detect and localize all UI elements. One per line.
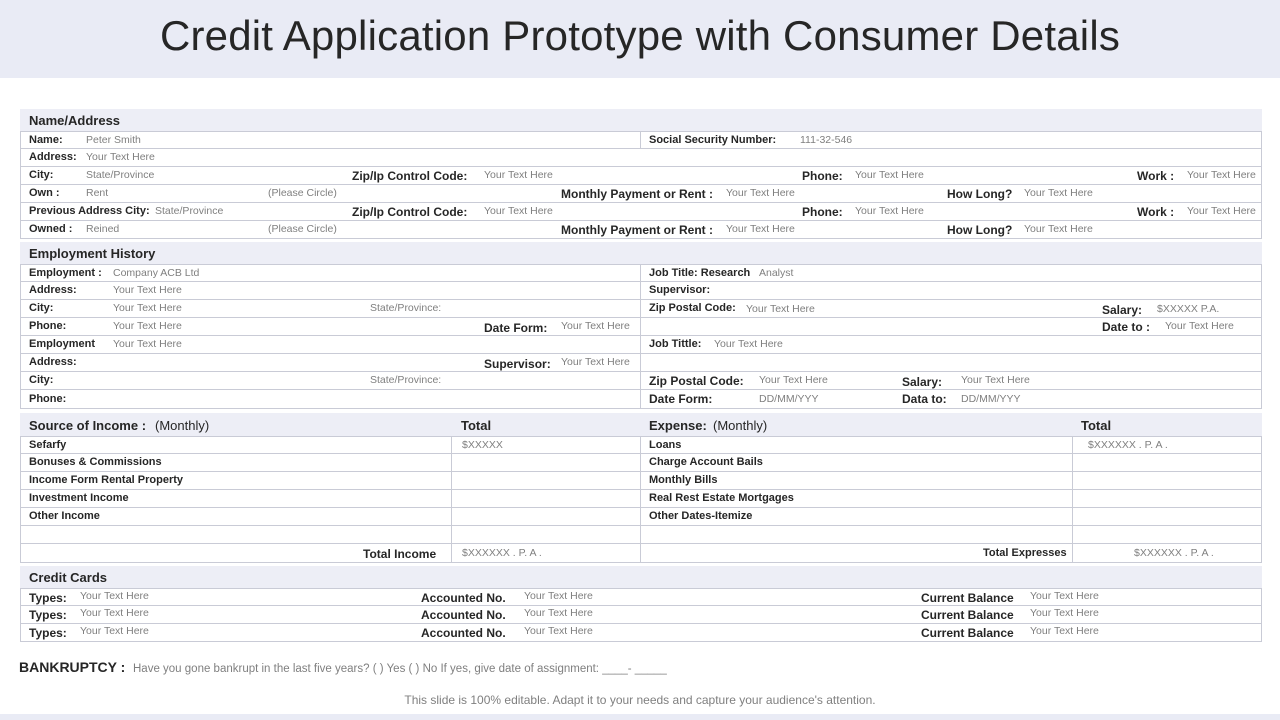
divider: [640, 472, 641, 489]
expense-label: Loans: [649, 439, 682, 451]
previous-zip-field[interactable]: Your Text Here: [484, 205, 553, 217]
divider: [640, 318, 641, 335]
divider: [1072, 454, 1073, 471]
owned-label: Owned :: [29, 223, 73, 235]
work-label: Work :: [1137, 169, 1175, 183]
divider: [640, 390, 641, 408]
expense-total-heading: Total: [1081, 418, 1112, 433]
own-field[interactable]: Rent: [86, 187, 109, 199]
form-row: [20, 336, 1262, 354]
employment-state-field[interactable]: State/Province:: [370, 302, 442, 314]
income-source-label: Bonuses & Commissions: [29, 456, 162, 468]
total-expenses-label: Total Expresses: [983, 547, 1067, 559]
form-row: [20, 264, 1262, 282]
current-balance-field[interactable]: Your Text Here: [1030, 590, 1099, 602]
divider: [640, 490, 641, 507]
totals-row: [20, 544, 1262, 563]
income-total-heading: Total: [461, 418, 492, 433]
salary-label: Salary:: [1102, 303, 1143, 317]
divider: [640, 300, 641, 317]
divider: [451, 454, 452, 471]
divider: [1072, 526, 1073, 543]
card-types-field[interactable]: Your Text Here: [80, 590, 149, 602]
divider: [1072, 490, 1073, 507]
owned-field[interactable]: Reined: [86, 223, 120, 235]
previous-work-label: Work :: [1137, 205, 1175, 219]
section-header-name-address: [20, 109, 1262, 131]
form-row: [20, 167, 1262, 185]
credit-application-form: [20, 109, 1262, 642]
form-row: [20, 149, 1262, 167]
ssn-label: Social Security Number:: [649, 134, 777, 146]
salary-2-field[interactable]: Your Text Here: [961, 374, 1030, 386]
divider: [640, 544, 641, 562]
date-form-2-label: Date Form:: [649, 392, 713, 406]
owned-circle-note: (Please Circle): [268, 223, 337, 235]
previous-how-long-label: How Long?: [947, 223, 1013, 237]
address-label: Address:: [29, 151, 77, 163]
divider: [1072, 544, 1073, 562]
section-header-income-expense: [20, 413, 1262, 436]
supervisor-2-label: Supervisor:: [484, 357, 551, 371]
date-form-field[interactable]: Your Text Here: [561, 320, 630, 332]
previous-zip-label: Zip/Ip Control Code:: [352, 205, 468, 219]
income-expense-row: [20, 508, 1262, 526]
credit-card-row: [20, 588, 1262, 606]
form-row: [20, 300, 1262, 318]
expense-label: Monthly Bills: [649, 474, 718, 486]
income-expense-table: [20, 436, 1262, 544]
date-to-field[interactable]: Your Text Here: [1165, 320, 1234, 332]
name-field[interactable]: Peter Smith: [86, 134, 141, 146]
divider: [451, 437, 452, 453]
ssn-field[interactable]: 111-32-546: [800, 134, 853, 146]
expense-label: Charge Account Bails: [649, 456, 763, 468]
divider: [640, 437, 641, 453]
employment-label: Employment :: [29, 267, 102, 279]
previous-city-field[interactable]: State/Province: [155, 205, 224, 217]
own-label: Own :: [29, 187, 60, 199]
income-source-label: Other Income: [29, 510, 100, 522]
previous-monthly-payment-field[interactable]: Your Text Here: [726, 223, 795, 235]
card-types-label: Types:: [29, 591, 67, 605]
employment-address-field[interactable]: Your Text Here: [113, 284, 182, 296]
credit-card-row: [20, 624, 1262, 642]
job-title-2-label: Job Tittle:: [649, 338, 702, 350]
monthly-payment-label: Monthly Payment or Rent :: [561, 187, 714, 201]
employment-2-field[interactable]: Your Text Here: [113, 338, 182, 350]
section-title: Name/Address: [29, 113, 121, 128]
employment-phone-label: Phone:: [29, 320, 67, 332]
expense-label: Real Rest Estate Mortgages: [649, 492, 794, 504]
expense-heading: Expense:: [649, 418, 707, 433]
divider: [640, 282, 641, 299]
income-heading-sub: (Monthly): [155, 418, 210, 433]
job-title-2-field[interactable]: Your Text Here: [714, 338, 783, 350]
work-field[interactable]: Your Text Here: [1187, 169, 1256, 181]
monthly-payment-field[interactable]: Your Text Here: [726, 187, 795, 199]
income-expense-row: [20, 472, 1262, 490]
employment-address-label: Address:: [29, 284, 77, 296]
divider: [451, 472, 452, 489]
date-to-label: Date to :: [1102, 320, 1150, 334]
form-row: [20, 372, 1262, 390]
form-row: [20, 354, 1262, 372]
form-row: [20, 221, 1262, 239]
divider: [451, 544, 452, 562]
zip-postal-2-label: Zip Postal Code:: [649, 374, 744, 388]
salary-2-label: Salary:: [902, 375, 943, 389]
employment-phone-field[interactable]: Your Text Here: [113, 320, 182, 332]
previous-work-field[interactable]: Your Text Here: [1187, 205, 1256, 217]
form-row: [20, 318, 1262, 336]
divider: [1072, 472, 1073, 489]
expense-heading-sub: (Monthly): [713, 418, 768, 433]
divider: [451, 490, 452, 507]
form-row: [20, 203, 1262, 221]
expense-label: Other Dates-Itemize: [649, 510, 753, 522]
city-field[interactable]: State/Province: [86, 169, 155, 181]
credit-card-row: [20, 606, 1262, 624]
divider: [640, 265, 641, 281]
income-expense-row: [20, 454, 1262, 472]
employment-2-label: Employment: [29, 338, 96, 350]
income-total-field[interactable]: $XXXXX: [462, 439, 503, 451]
total-income-label: Total Income: [363, 547, 437, 561]
footer-note: This slide is 100% editable. Adapt it to your needs and capture your audience's attention.: [404, 693, 876, 707]
previous-phone-label: Phone:: [802, 205, 843, 219]
current-balance-label: Current Balance: [921, 608, 1014, 622]
zip-postal-2-field[interactable]: Your Text Here: [759, 374, 828, 386]
employment-2-city-label: City:: [29, 374, 54, 386]
divider: [640, 526, 641, 543]
divider: [451, 508, 452, 525]
section-header-credit-cards: [20, 566, 1262, 588]
account-number-label: Accounted No.: [421, 626, 506, 640]
form-row: [20, 131, 1262, 149]
employment-2-phone-label: Phone:: [29, 393, 67, 405]
employment-2-state-field[interactable]: State/Province:: [370, 374, 442, 386]
section-header-employment: [20, 242, 1262, 264]
address-field[interactable]: Your Text Here: [86, 151, 155, 163]
employment-city-label: City:: [29, 302, 54, 314]
income-expense-row: [20, 436, 1262, 454]
expense-total-field[interactable]: $XXXXXX . P. A .: [1088, 439, 1168, 451]
previous-phone-field[interactable]: Your Text Here: [855, 205, 924, 217]
salary-field[interactable]: $XXXXX P.A.: [1157, 303, 1220, 315]
income-source-label: Investment Income: [29, 492, 129, 504]
phone-label: Phone:: [802, 169, 843, 183]
income-expense-row: [20, 490, 1262, 508]
divider: [640, 454, 641, 471]
income-source-label: Sefarfy: [29, 439, 67, 451]
current-balance-field[interactable]: Your Text Here: [1030, 607, 1099, 619]
income-expense-row: [20, 526, 1262, 544]
income-source-label: Income Form Rental Property: [29, 474, 184, 486]
employment-field[interactable]: Company ACB Ltd: [113, 267, 200, 279]
account-number-label: Accounted No.: [421, 591, 506, 605]
employment-2-address-label: Address:: [29, 356, 77, 368]
income-heading: Source of Income :: [29, 418, 147, 433]
form-row: [20, 390, 1262, 409]
account-number-field[interactable]: Your Text Here: [524, 625, 593, 637]
how-long-field[interactable]: Your Text Here: [1024, 187, 1093, 199]
phone-field[interactable]: Your Text Here: [855, 169, 924, 181]
zip-postal-field[interactable]: Your Text Here: [746, 303, 815, 315]
how-long-label: How Long?: [947, 187, 1013, 201]
bankruptcy-question: Have you gone bankrupt in the last five years? ( ) Yes ( ) No If yes, give date of assignment: ____- _____: [133, 663, 667, 675]
page-title: Credit Application Prototype with Consumer Details: [159, 12, 1121, 59]
section-title: Credit Cards: [29, 570, 108, 585]
previous-monthly-payment-label: Monthly Payment or Rent :: [561, 223, 714, 237]
name-label: Name:: [29, 134, 63, 146]
card-types-label: Types:: [29, 626, 67, 640]
supervisor-label: Supervisor:: [649, 284, 711, 296]
divider: [640, 354, 641, 371]
divider: [451, 526, 452, 543]
date-form-label: Date Form:: [484, 321, 548, 335]
divider: [1072, 437, 1073, 453]
divider: [1072, 508, 1073, 525]
account-number-label: Accounted No.: [421, 608, 506, 622]
own-circle-note: (Please Circle): [268, 187, 337, 199]
data-to-2-field[interactable]: DD/MM/YYY: [961, 393, 1021, 405]
employment-city-field[interactable]: Your Text Here: [113, 302, 182, 314]
form-row: [20, 185, 1262, 203]
supervisor-2-field[interactable]: Your Text Here: [561, 356, 630, 368]
current-balance-field[interactable]: Your Text Here: [1030, 625, 1099, 637]
form-row: [20, 282, 1262, 300]
total-income-value: $XXXXXX . P. A .: [462, 547, 542, 559]
card-types-field[interactable]: Your Text Here: [80, 625, 149, 637]
previous-how-long-field[interactable]: Your Text Here: [1024, 223, 1093, 235]
data-to-2-label: Data to:: [902, 392, 947, 406]
divider: [640, 336, 641, 353]
bankruptcy-label: BANKRUPTCY :: [19, 659, 126, 675]
account-number-field[interactable]: Your Text Here: [524, 607, 593, 619]
card-types-field[interactable]: Your Text Here: [80, 607, 149, 619]
city-label: City:: [29, 169, 54, 181]
divider: [640, 132, 641, 148]
date-form-2-field[interactable]: DD/MM/YYY: [759, 393, 819, 405]
job-title-field[interactable]: Analyst: [759, 267, 794, 279]
current-balance-label: Current Balance: [921, 626, 1014, 640]
zip-postal-label: Zip Postal Code:: [649, 302, 736, 314]
job-title-label: Job Title: Research: [649, 267, 751, 279]
credit-cards-table: [20, 588, 1262, 642]
total-expenses-value: $XXXXXX . P. A .: [1134, 547, 1214, 559]
bottom-bar: [0, 714, 1280, 720]
section-title: Employment History: [29, 246, 156, 261]
zip-label: Zip/Ip Control Code:: [352, 169, 468, 183]
card-types-label: Types:: [29, 608, 67, 622]
divider: [640, 508, 641, 525]
current-balance-label: Current Balance: [921, 591, 1014, 605]
divider: [640, 372, 641, 389]
zip-field[interactable]: Your Text Here: [484, 169, 553, 181]
previous-city-label: Previous Address City:: [29, 205, 150, 217]
account-number-field[interactable]: Your Text Here: [524, 590, 593, 602]
